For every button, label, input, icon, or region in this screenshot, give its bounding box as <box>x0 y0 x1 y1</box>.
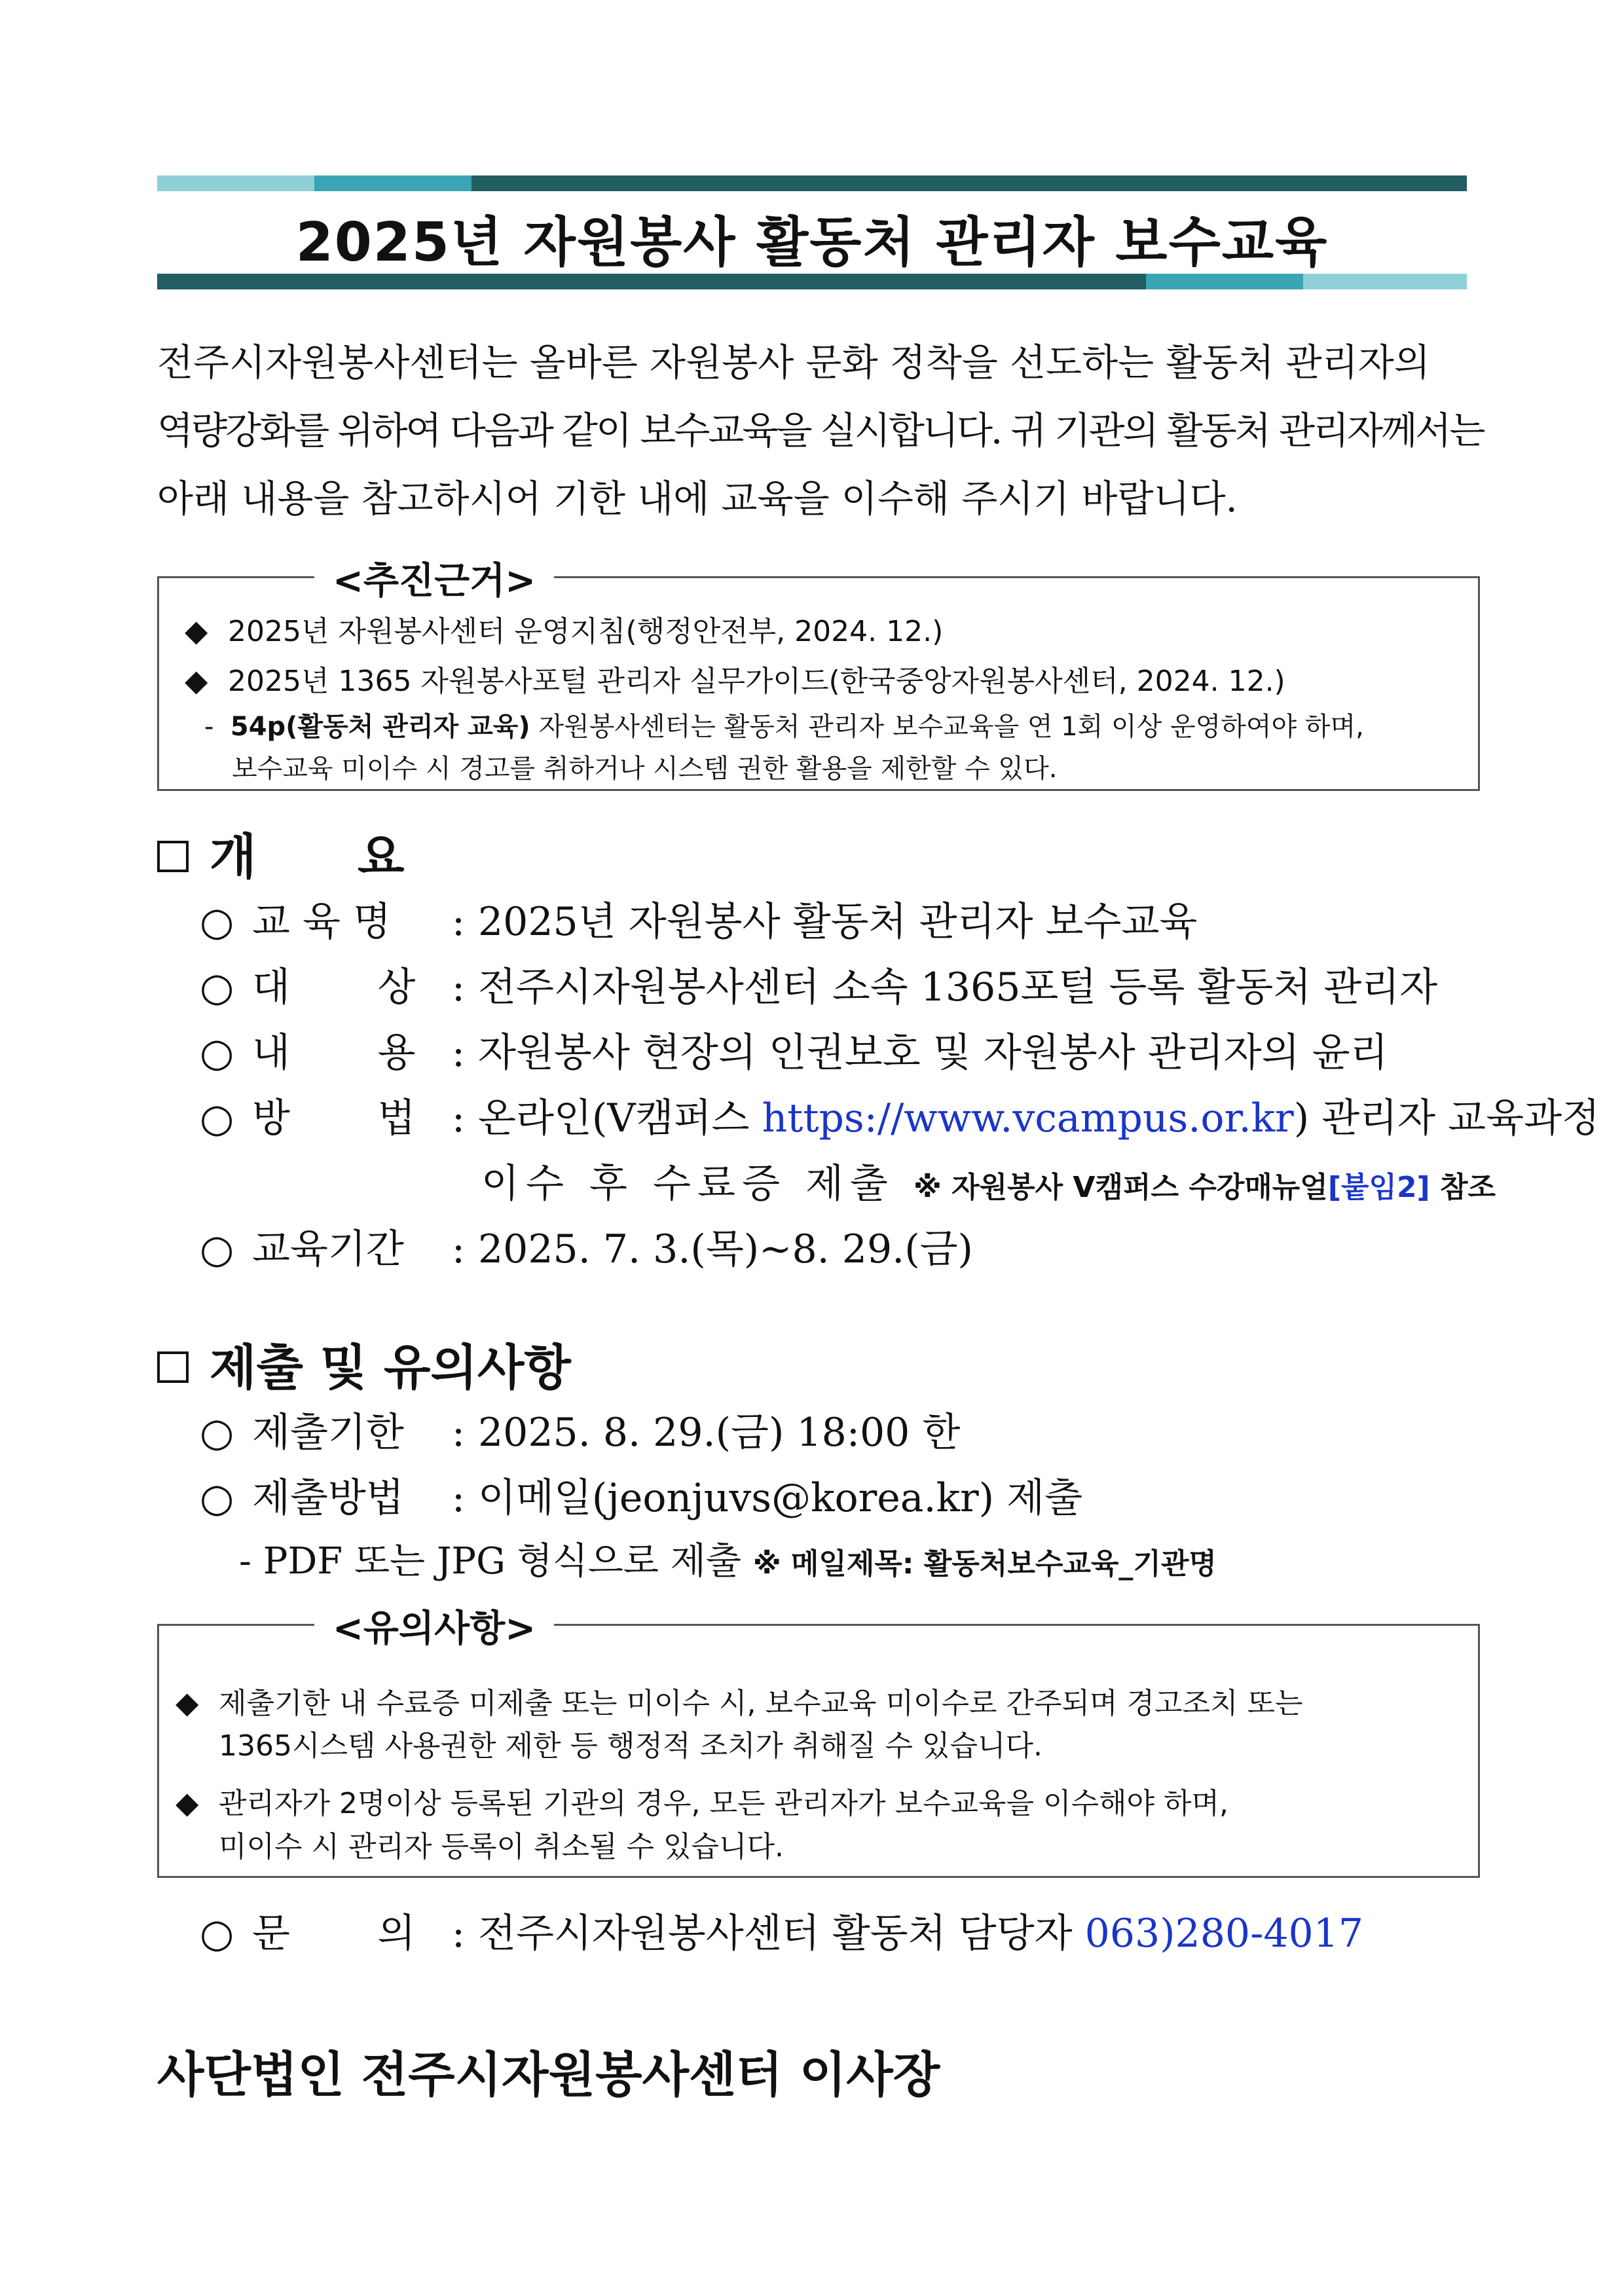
submission-row-deadline <box>200 1401 960 1458</box>
row-value: 전주시자원봉사센터 소속 1365포털 등록 활동처 관리자 <box>478 964 1438 1010</box>
row-colon: : <box>451 1475 466 1521</box>
checkbox-square-icon <box>157 841 189 872</box>
row-colon: : <box>451 1030 466 1076</box>
row-value: 2025년 자원봉사 활동처 관리자 보수교육 <box>478 899 1198 945</box>
overview-row-content <box>200 1021 1388 1078</box>
intro-line: 아래 내용을 참고하시어 기한 내에 교육을 이수해 주시기 바랍니다. <box>157 477 1238 521</box>
dash-bullet: - <box>204 712 214 742</box>
row-colon: : <box>451 1410 466 1456</box>
overview-method-cont <box>481 1152 1496 1209</box>
row-value: 이메일(jeonjuvs@korea.kr) 제출 <box>478 1475 1083 1521</box>
basis-sub-bold: 54p(활동처 관리자 교육) <box>230 712 530 742</box>
circle-bullet-icon: ○ <box>200 1410 234 1456</box>
row-colon: : <box>451 899 466 945</box>
basis-sub-text-cont: 보수교육 미이수 시 경고를 취하거나 시스템 권한 활용을 제한할 수 있다. <box>232 754 1058 784</box>
overview-row-target <box>200 956 1437 1012</box>
row-label: 교 육 명 <box>252 899 392 945</box>
diamond-bullet-icon: ◆ <box>185 663 208 698</box>
section-heading-overview: 개 요 <box>157 818 405 888</box>
overview-row-period <box>200 1218 973 1274</box>
format-note: ※ 메일제목: 활동처보수교육_기관명 <box>752 1547 1217 1581</box>
caution-text-cont: 1365시스템 사용권한 제한 등 행정적 조치가 취해질 수 있습니다. <box>219 1729 1043 1763</box>
diamond-bullet-icon: ◆ <box>175 1785 199 1820</box>
circle-bullet-icon: ○ <box>200 1911 234 1956</box>
circle-bullet-icon: ○ <box>200 1095 234 1141</box>
caution-text: 관리자가 2명이상 등록된 기관의 경우, 모든 관리자가 보수교육을 이수해야 하며, <box>219 1787 1228 1820</box>
row-colon: : <box>451 964 466 1010</box>
row-label: 내 용 <box>252 1030 416 1076</box>
basis-item <box>185 608 943 650</box>
format-text: - PDF 또는 JPG 형식으로 제출 <box>239 1540 741 1583</box>
caution-item <box>175 1680 1302 1721</box>
submission-format <box>239 1532 1217 1585</box>
circle-bullet-icon: ○ <box>200 1475 234 1521</box>
row-value: ) 관리자 교육과정 <box>1293 1095 1600 1141</box>
circle-bullet-icon: ○ <box>200 964 234 1010</box>
basis-box-title: <추진근거> <box>314 552 554 604</box>
circle-bullet-icon: ○ <box>200 899 234 945</box>
title-top-bar <box>157 175 1467 191</box>
row-value: 2025. 8. 29.(금) 18:00 한 <box>478 1410 961 1456</box>
row-value: 자원봉사 현장의 인권보호 및 자원봉사 관리자의 윤리 <box>478 1030 1388 1076</box>
basis-item-text: 2025년 1365 자원봉사포털 관리자 실무가이드(한국중앙자원봉사센터, 2024. 12.) <box>228 665 1285 698</box>
submission-row-method <box>200 1467 1082 1523</box>
basis-item <box>185 657 1285 699</box>
row-label: 제출방법 <box>252 1475 404 1521</box>
caution-item <box>175 1780 1228 1822</box>
caution-text: 제출기한 내 수료증 미제출 또는 미이수 시, 보수교육 미이수로 간주되며 경고조치 또는 <box>219 1687 1303 1720</box>
issuer-signature: 사단법인 전주시자원봉사센터 이사장 <box>157 2047 940 2103</box>
row-colon: : <box>451 1095 466 1141</box>
basis-sub-text: 자원봉사센터는 활동처 관리자 보수교육을 연 1회 이상 운영하여야 하며, <box>538 712 1364 742</box>
caution-box-title: <유의사항> <box>314 1600 554 1652</box>
row-label: 대 상 <box>252 964 416 1010</box>
diamond-bullet-icon: ◆ <box>175 1685 199 1720</box>
row-label: 문 의 <box>252 1911 416 1956</box>
row-label: 교육기간 <box>252 1226 404 1272</box>
page-title: 2025년 자원봉사 활동처 관리자 보수교육 <box>295 211 1329 274</box>
basis-item-text: 2025년 자원봉사센터 운영지침(행정안전부, 2024. 12.) <box>228 615 944 648</box>
attachment-link[interactable]: [붙임2] <box>1327 1171 1430 1204</box>
section-heading-submission: 제출 및 유의사항 <box>157 1329 571 1399</box>
diamond-bullet-icon: ◆ <box>185 613 208 648</box>
overview-row-method <box>200 1087 1600 1143</box>
intro-line: 역량강화를 위하여 다음과 같이 보수교육을 실시합니다. 귀 기관의 활동처 관리자께서는 <box>157 409 1484 452</box>
intro-paragraph <box>157 329 1484 533</box>
row-colon: : <box>451 1226 466 1272</box>
contact-phone[interactable]: 063)280-4017 <box>1084 1911 1364 1956</box>
circle-bullet-icon: ○ <box>200 1226 234 1272</box>
row-value: 온라인(V캠퍼스 <box>478 1095 762 1141</box>
vcampus-link[interactable]: https://www.vcampus.or.kr <box>762 1095 1294 1141</box>
basis-sub-item <box>204 706 1364 743</box>
row-colon: : <box>451 1911 466 1956</box>
intro-line: 전주시자원봉사센터는 올바른 자원봉사 문화 정착을 선도하는 활동처 관리자의 <box>157 341 1430 384</box>
caution-text-cont: 미이수 시 관리자 등록이 취소될 수 있습니다. <box>219 1830 784 1864</box>
checkbox-square-icon <box>157 1351 189 1383</box>
row-label: 방 법 <box>252 1095 416 1141</box>
row-label: 제출기한 <box>252 1410 404 1456</box>
circle-bullet-icon: ○ <box>200 1030 234 1076</box>
overview-row-course <box>200 890 1197 947</box>
title-bottom-bar <box>157 274 1467 289</box>
row-value: 2025. 7. 3.(목)~8. 29.(금) <box>478 1226 973 1272</box>
method-continuation: 이수 후 수료증 제출 <box>481 1161 895 1207</box>
contact-row <box>200 1902 1363 1958</box>
method-note: ※ 자원봉사 V캠퍼스 수강매뉴얼[붙임2] 참조 <box>913 1171 1496 1204</box>
row-value: 전주시자원봉사센터 활동처 담당자 <box>478 1911 1073 1956</box>
